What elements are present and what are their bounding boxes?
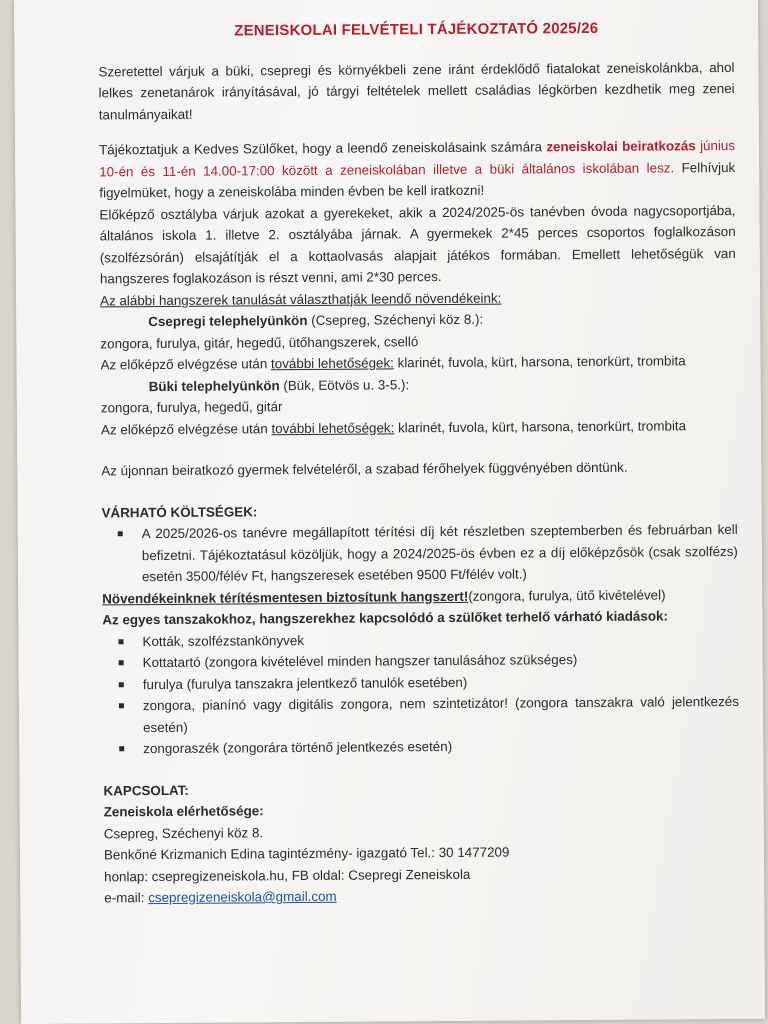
instruments-intro: Az alábbi hangszerek tanulását választhatják leendő növendékeink: [100,290,502,308]
contact-web: honlap: csepregizeneiskola.hu, FB oldal: Csepregi Zeneiskola [104,866,471,884]
csepreg-instruments: zongora, furulya, gitár, hegedű, ütőhangszerek, cselló [100,333,419,351]
email-link[interactable]: csepregizeneiskola@gmail.com [148,888,337,906]
contact-email-line: e-mail: csepregizeneiskola@gmail.com [104,888,337,906]
paper-sheet [14,0,765,1024]
intro-paragraph: Szeretettel várjuk a büki, csepregi és környékbeli zene iránt érdeklődő fiatalokat zeneiskolánkba, ahol lelkes zenetanárok irányításával, jó tárgyi feltételek mellett családias légkörben kezdhetik meg zenei tanulmányaikat! [98,59,735,122]
contact-director: Benkőné Krizmanich Edina tagintézmény- igazgató Tel.: 30 1477209 [103,844,510,863]
enroll-highlight: zeneiskolai beiratkozás [546,138,696,155]
list-item: Kottatartó (zongora kivételével minden hangszer tanulásához szükséges) [143,648,739,674]
contact-heading: KAPCSOLAT: [103,782,189,798]
buk-further: Az előképző elvégzése után további lehetőségek: klarinét, fuvola, kürt, harsona, tenorkürt, trombita [100,417,687,437]
csepreg-further: Az előképző elvégzése után további lehetőségek: klarinét, fuvola, kürt, harsona, tenorkürt, trombita [100,353,686,373]
expenses-heading: Az egyes tanszakokhoz, hangszerekhez kapcsolódó a szülőket terhelő várható kiadások: [102,608,668,628]
list-item: furulya (furulya tanszakra jelentkező tanulók esetében) [143,669,739,695]
list-item: zongora, pianínó vagy digitális zongora, nem szintetizátor! (zongora tanszakra való jelentkezés esetén) [143,691,739,738]
buk-heading: Büki telephelyünkön (Bük, Eötvös u. 3-5.): [148,376,410,394]
free-instrument-note: Növendékeinknek térítésmentesen biztosítunk hangszert!(zongora, furulya, ütő kivételével) [102,586,666,606]
enrollment-paragraph [99,135,735,204]
decision-note: Az újonnan beiratkozó gyermek felvételéről, a szabad férőhelyek függvényében döntünk. [101,459,628,479]
preschool-paragraph: Előképző osztályba várjuk azokat a gyerekeket, akik a 2024/2025-ös tanévben óvoda nagycsoportjába, általános iskola 1. illetve 2. osztályába járnak. A gyermekek 2*45 perces csoportos foglalkozáson (szolfézsórán) elsajátítják el a kottaolvasás alapjait játékos formában. Emellett lehetőségük van hangszeres foglakozáson is részt venni, ami 2*30 perces. [99,202,736,287]
list-item: A 2025/2026-os tanévre megállapított térítési díj két részletben szeptemberben és februárban kell befizetni. Tájékoztatásul közöljük, hogy a 2024/2025-ös évben ez a díj előképzősök (csak szolfézs) esetén 3500/félév Ft, hangszeresek esetében 9500 Ft/félév volt.) [142,519,738,588]
expenses-list [102,626,739,759]
list-item: Kották, szolfézstankönyvek [142,626,738,652]
document-title: ZENEISKOLAI FELVÉTELI TÁJÉKOZTATÓ 2025/26 [234,19,599,40]
document-body [98,17,740,909]
contact-address: Csepreg, Széchenyi köz 8. [103,824,264,841]
costs-heading: VÁRHATÓ KÖLTSÉGEK: [101,503,258,520]
buk-instruments: zongora, furulya, hegedű, gitár [100,399,283,416]
enroll-note: Felhívjuk figyelmüket, hogy a zeneiskolába minden évben be kell iratkozni! [99,159,736,201]
enroll-date: június 10-én és 11-én 14.00-17:00 között a zeneiskolában illetve a büki általános iskolában lesz. [99,137,736,179]
list-item: zongoraszék (zongorára történő jelentkezés esetén) [143,734,739,760]
contact-subheading: Zeneiskola elérhetősége: [103,803,264,820]
costs-list [102,519,738,588]
csepreg-heading: Csepregi telephelyünkön (Csepreg, Széchenyi köz 8.): [148,311,484,330]
enroll-pre: Tájékoztatjuk a Kedves Szülőket, hogy a leendő zeneiskolásaink számára [98,139,547,158]
